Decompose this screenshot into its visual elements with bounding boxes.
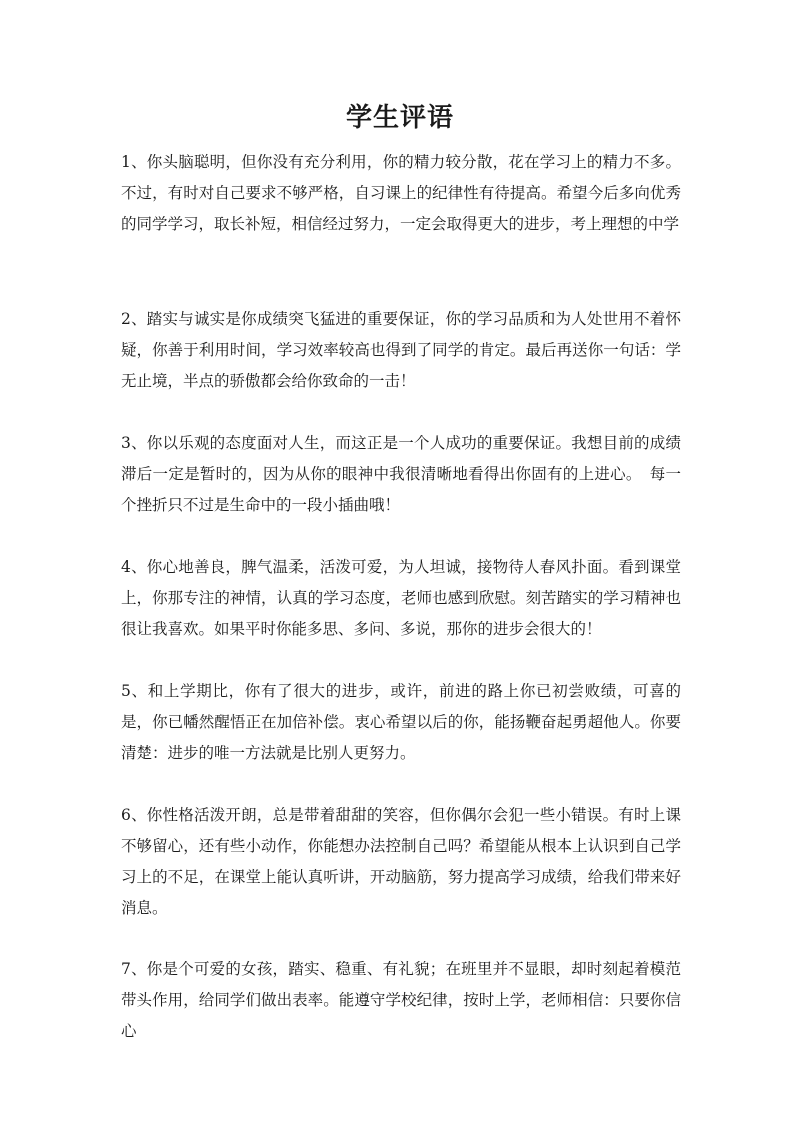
comment-paragraph-2: 2、踏实与诚实是你成绩突飞猛进的重要保证，你的学习品质和为人处世用不着怀疑，你善于利用时间，学习效率较高也得到了同学的肯定。最后再送你一句话：学无止境，半点的骄傲都会给你致命的一击！ [121, 310, 681, 390]
comment-paragraph-4: 4、你心地善良，脾气温柔，活泼可爱，为人坦诚，接物待人春风扑面。看到课堂上，你那专注的神情，认真的学习态度，老师也感到欣慰。刻苦踏实的学习精神也很让我喜欢。如果平时你能多思、多问、多说，那你的进步会很大的！ [121, 558, 681, 638]
comment-paragraph-6: 6、你性格活泼开朗，总是带着甜甜的笑容，但你偶尔会犯一些小错误。有时上课不够留心，还有些小动作，你能想办法控制自己吗？希望能从根本上认识到自己学习上的不足，在课堂上能认真听讲，开动脑筋，努力提高学习成绩，给我们带来好消息。 [121, 806, 681, 917]
document-title: 学生评语 [345, 103, 454, 133]
comment-paragraph-1: 1、你头脑聪明，但你没有充分利用，你的精力较分散，花在学习上的精力不多。不过，有时对自己要求不够严格，自习课上的纪律性有待提高。希望今后多向优秀的同学学习，取长补短，相信经过努力，一定会取得更大的进步，考上理想的中学 [121, 153, 681, 233]
comment-paragraph-5: 5、和上学期比，你有了很大的进步，或许，前进的路上你已初尝败绩，可喜的是，你已幡然醒悟正在加倍补偿。衷心希望以后的你，能扬鞭奋起勇超他人。你要清楚：进步的唯一方法就是比别人更努力。 [121, 682, 681, 762]
comment-paragraph-3: 3、你以乐观的态度面对人生，而这正是一个人成功的重要保证。我想目前的成绩滞后一定是暂时的，因为从你的眼神中我很清晰地看得出你固有的上进心。 每一个挫折只不过是生命中的一段小插曲哦！ [121, 434, 681, 514]
comment-paragraph-7: 7、你是个可爱的女孩，踏实、稳重、有礼貌；在班里并不显眼，却时刻起着模范带头作用，给同学们做出表率。能遵守学校纪律，按时上学，老师相信：只要你信心 [121, 960, 681, 1040]
